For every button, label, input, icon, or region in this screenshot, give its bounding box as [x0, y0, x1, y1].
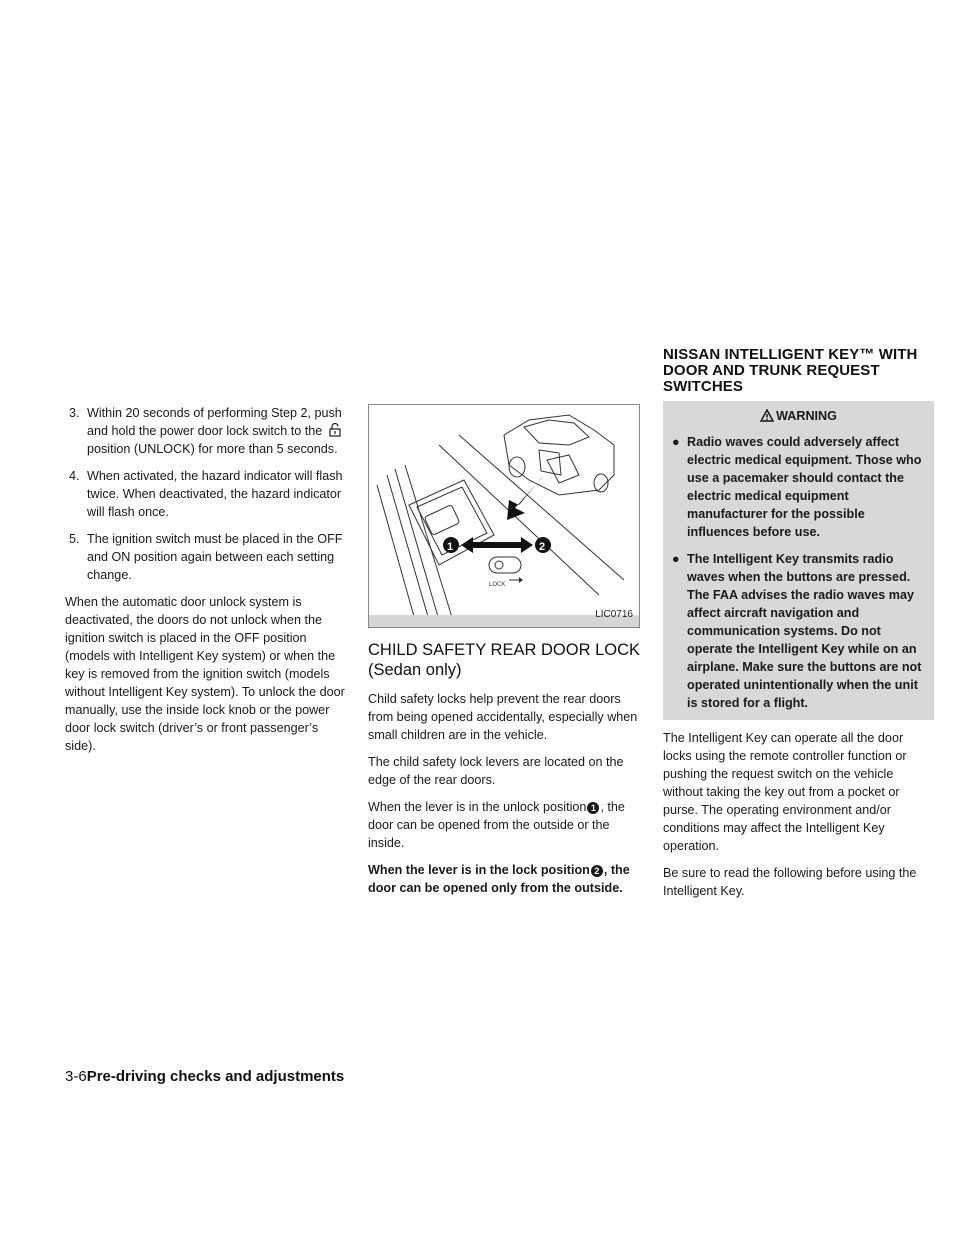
- child-safety-p1: Child safety locks help prevent the rear doors from being opened accidentally, especially when small children are in the vehicle.: [368, 692, 638, 742]
- circled-number-1: 1: [587, 802, 599, 814]
- intelligent-key-heading: NISSAN INTELLIGENT KEY™ WITH DOOR AND TRUNK REQUEST SWITCHES: [663, 346, 918, 395]
- step-item: [65, 530, 346, 584]
- child-safety-heading: CHILD SAFETY REAR DOOR LOCK (Sedan only): [368, 641, 641, 679]
- section-title: Pre-driving checks and adjustments: [86, 1068, 345, 1085]
- column-right: [663, 347, 934, 909]
- child-safety-p4: [368, 861, 640, 897]
- warning-text: The Intelligent Key transmits radio waves when the buttons are pressed. The FAA advises the radio waves may affect aircraft navigation and communication systems. Do not operate the Intelligent Key while on an airplane. Make sure the buttons are not operated unintentionally when the unit is stored for a flight.: [687, 552, 922, 710]
- unlock-paragraph: When the automatic door unlock system is deactivated, the doors do not unlock when the ignition switch is placed in the OFF position (models with Intelligent Key system) or when the key is removed from the ignition switch (models without Intelligent Key system). To unlock the door manually, use the inside lock knob or the power door lock switch (driver’s or front passenger’s side).: [65, 595, 345, 753]
- step-item: [65, 404, 346, 458]
- figure-code: LIC0716: [595, 609, 633, 620]
- p4-text: When the lever is in the lock position: [368, 863, 590, 877]
- warning-box: [663, 401, 934, 720]
- child-lock-figure: [368, 404, 640, 628]
- steps-list: [65, 404, 346, 584]
- warning-list: [669, 433, 928, 712]
- warning-triangle-icon: [760, 409, 774, 422]
- child-safety-p2: The child safety lock levers are located on the edge of the rear doors.: [368, 755, 624, 787]
- unlock-icon: [328, 423, 342, 437]
- step-item: [65, 467, 346, 521]
- step-text: Within 20 seconds of performing Step 2, push and hold the power door lock switch to the: [87, 406, 342, 438]
- step-number: 3.: [69, 406, 80, 420]
- bullet-icon: ●: [672, 435, 680, 449]
- step-number: 4.: [69, 469, 80, 483]
- intelligent-key-p2: Be sure to read the following before using the Intelligent Key.: [663, 866, 917, 898]
- figure-label-2: 2: [539, 541, 546, 553]
- step-text: The ignition switch must be placed in the OFF and ON position again between each setting change.: [87, 532, 343, 582]
- column-middle: [368, 404, 640, 906]
- step-text-continued: position (UNLOCK) for more than 5 seconds.: [87, 442, 338, 456]
- p3-text-end: , the door can be opened from the outside or the inside.: [368, 800, 625, 850]
- step-text: When activated, the hazard indicator will flash twice. When deactivated, the hazard indicator will flash once.: [87, 469, 343, 519]
- warning-title: [669, 407, 928, 425]
- warning-item: [669, 550, 928, 712]
- warning-text: Radio waves could adversely affect electric medical equipment. Those who use a pacemaker should contact the electric medical equipment manufacturer for the possible influences before use.: [687, 435, 922, 539]
- intelligent-key-p1: The Intelligent Key can operate all the door locks using the remote controller function or pushing the request switch on the vehicle without taking the key out from a pocket or purse. The operating environment and/or conditions may affect the Intelligent Key operation.: [663, 731, 907, 853]
- bullet-icon: ●: [672, 552, 680, 566]
- column-left: [65, 404, 346, 764]
- p3-text: When the lever is in the unlock position: [368, 800, 587, 814]
- step-number: 5.: [69, 532, 80, 546]
- page-footer: [65, 1068, 344, 1085]
- p4-text-end: , the door can be opened only from the outside.: [368, 863, 630, 895]
- circled-number-2: 2: [591, 865, 603, 877]
- figure-lock-label: LOCK: [489, 582, 506, 588]
- child-safety-p3: [368, 798, 640, 852]
- figure-label-1: 1: [447, 541, 454, 553]
- warning-label: WARNING: [776, 409, 837, 423]
- page-number: 3-6: [65, 1068, 87, 1085]
- warning-item: [669, 433, 928, 541]
